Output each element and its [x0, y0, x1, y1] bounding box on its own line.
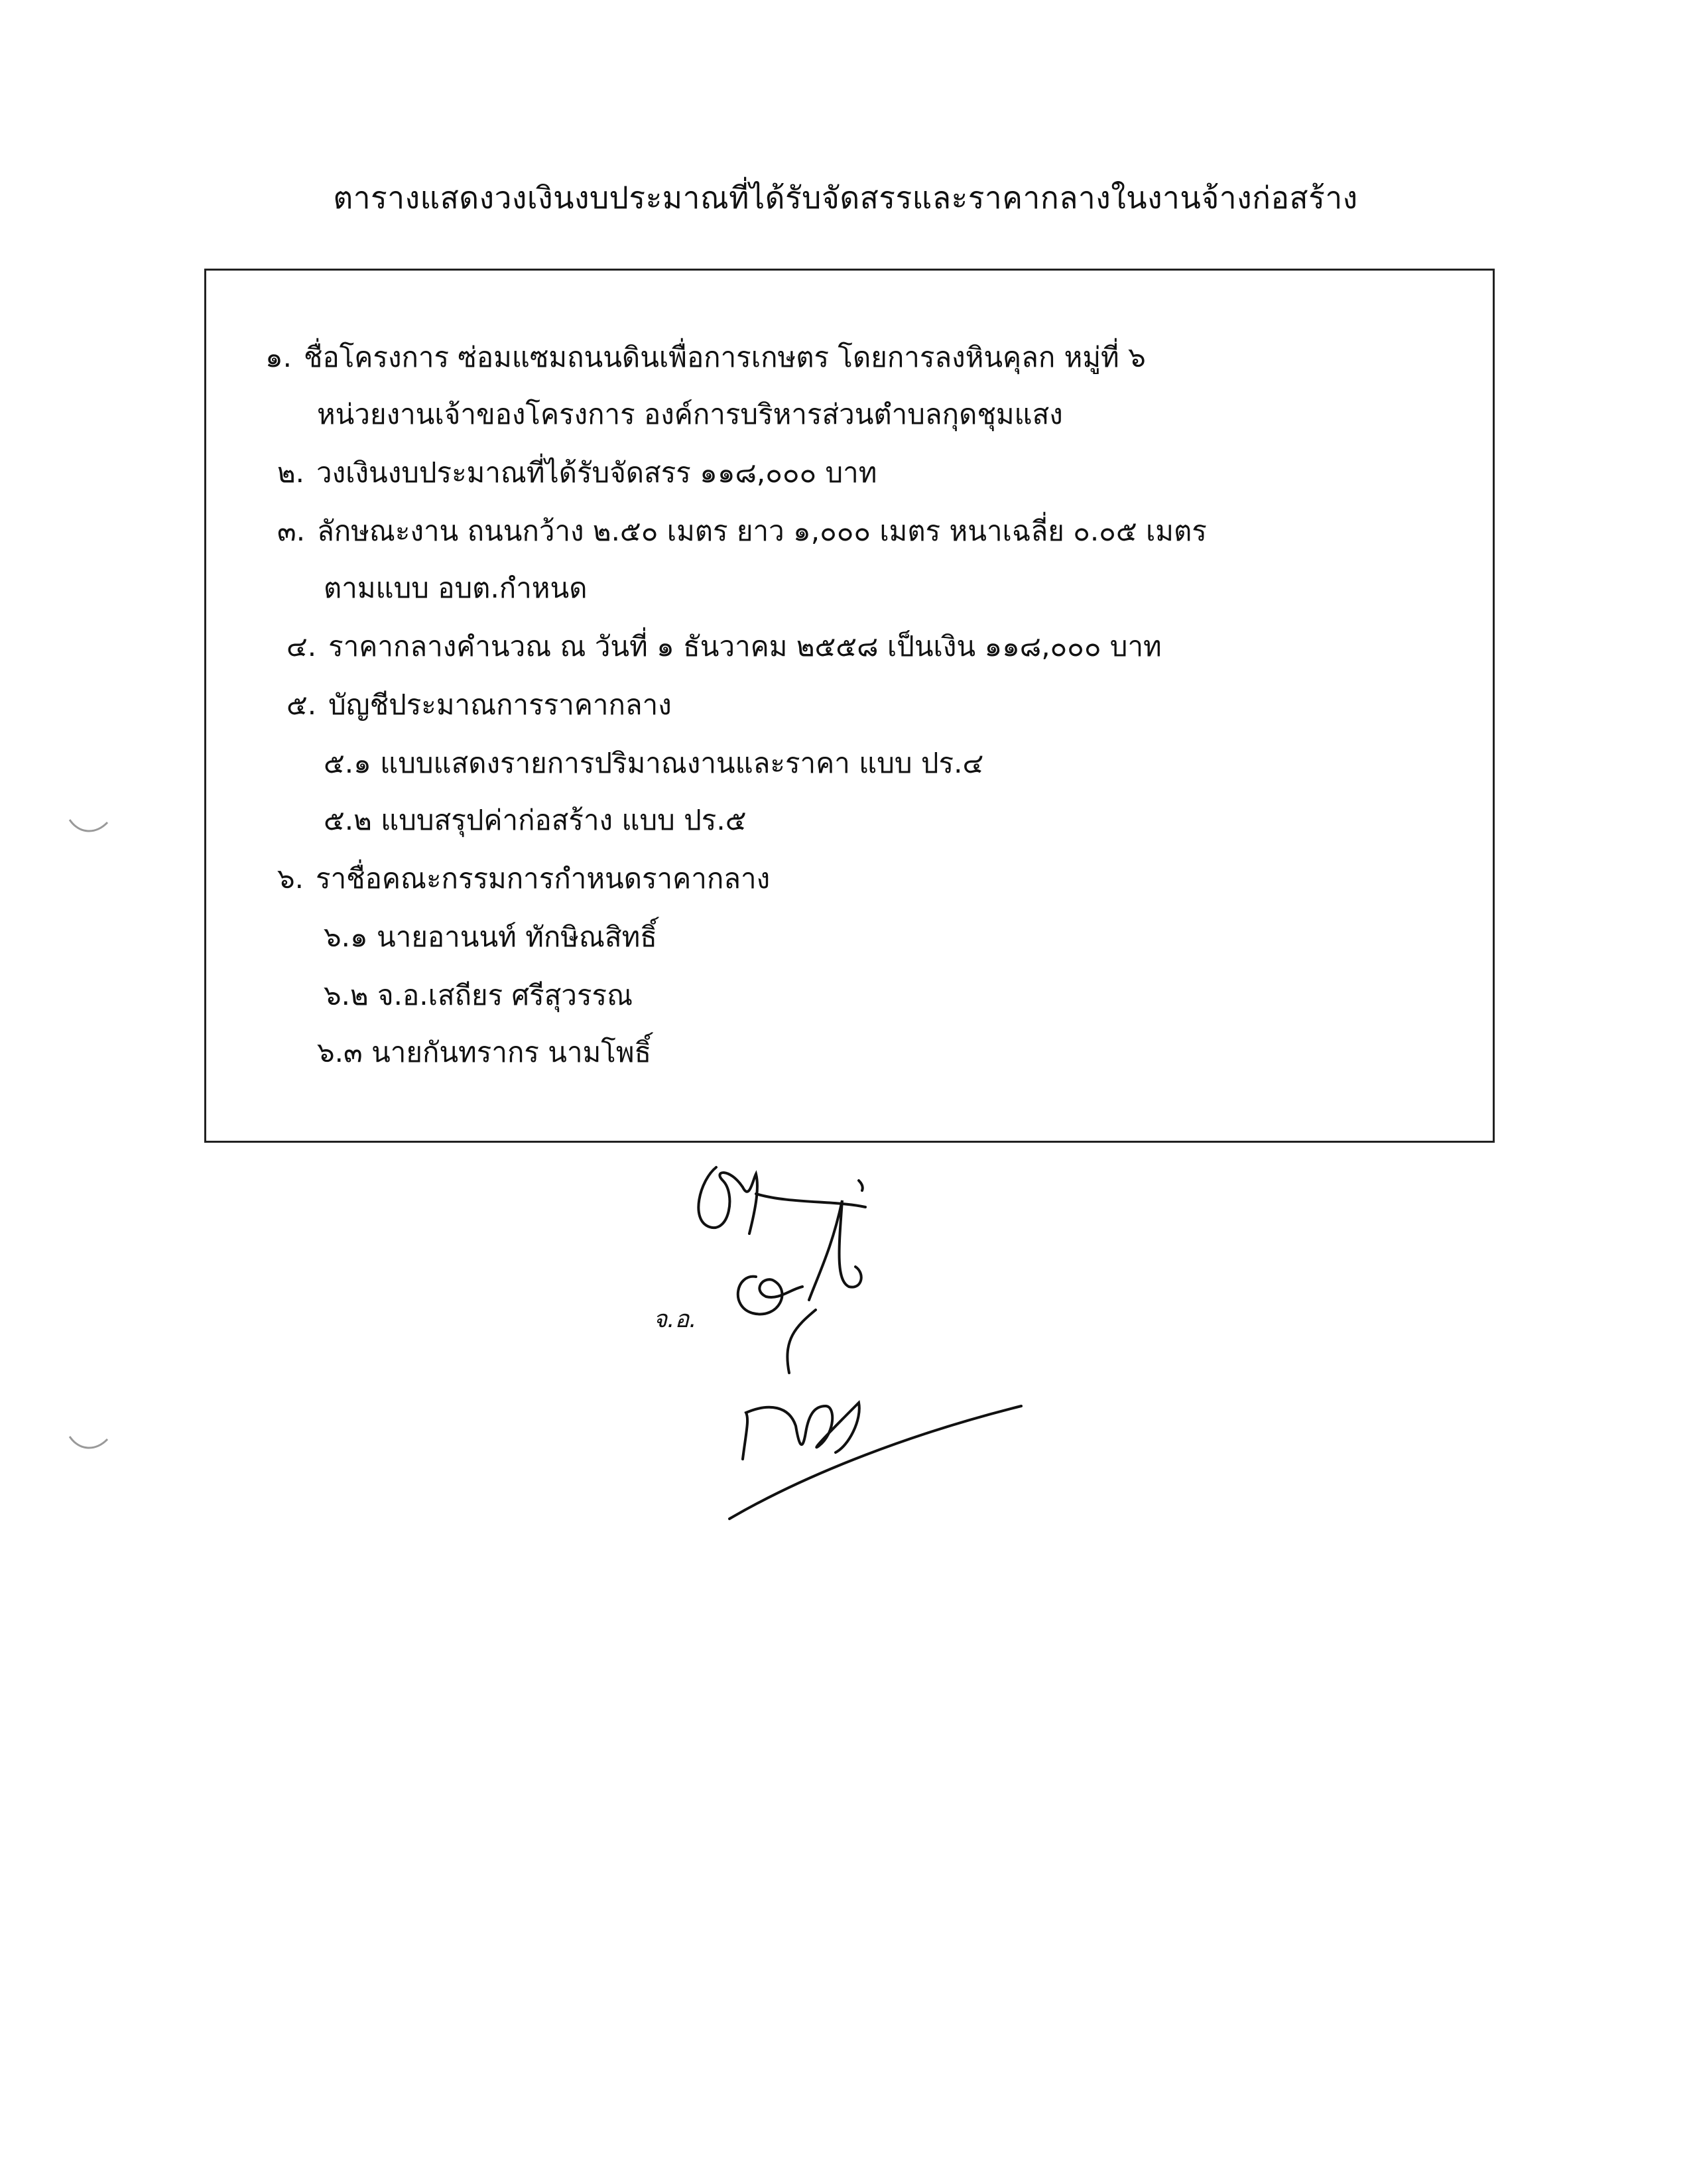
- item-6-1-text: ๖.๑ นายอานนท์ ทักษิณสิทธิ์: [324, 921, 657, 953]
- item-3-spec: [324, 574, 587, 602]
- item-5-1: [324, 749, 983, 777]
- signatures: [637, 1141, 1088, 1559]
- item-5-number: ๕.: [286, 688, 317, 721]
- signature-2: [738, 1200, 861, 1373]
- document-title: ตารางแสดงวงเงินงบประมาณที่ได้รับจัดสรรและราคากลางในงานจ้างก่อสร้าง: [333, 180, 1358, 216]
- item-5-2: [324, 806, 747, 834]
- scan-mark-1: [66, 814, 113, 841]
- item-6-3-text: ๖.๓ นายกันทรากร นามโพธิ์: [317, 1036, 652, 1068]
- item-5-2-text: ๕.๒ แบบสรุปค่าก่อสร้าง แบบ ปร.๕: [324, 804, 747, 836]
- item-1-agency-text: หน่วยงานเจ้าของโครงการ องค์การบริหารส่วนตำบลกุดชุมแสง: [317, 398, 1063, 430]
- item-3: [277, 517, 1207, 545]
- item-6: [277, 862, 771, 895]
- item-1-text: ชื่อโครงการ ซ่อมแซมถนนดินเพื่อการเกษตร โดยการลงหินคุลก หมู่ที่ ๖: [304, 341, 1146, 373]
- item-6-3: [317, 1036, 652, 1068]
- item-6-2: [324, 979, 633, 1011]
- item-3-spec-text: ตามแบบ อบต.กำหนด: [324, 572, 588, 604]
- item-2: [277, 456, 877, 489]
- item-6-1: [324, 923, 657, 951]
- item-5-text: บัญชีประมาณการราคากลาง: [328, 688, 672, 721]
- item-6-number: ๖.: [277, 862, 304, 895]
- item-3-text: ลักษณะงาน ถนนกว้าง ๒.๕๐ เมตร ยาว ๑,๐๐๐ เมตร หนาเฉลี่ย ๐.๐๕ เมตร: [317, 515, 1207, 547]
- signature-prefix: จ.อ.: [653, 1306, 697, 1333]
- item-4-number: ๔.: [286, 630, 317, 663]
- item-5-1-text: ๕.๑ แบบแสดงรายการปริมาณงานและราคา แบบ ปร.๔: [324, 747, 984, 779]
- item-4-text: ราคากลางคำนวณ ณ วันที่ ๑ ธันวาคม ๒๕๕๘ เป็นเงิน ๑๑๘,๐๐๐ บาท: [328, 630, 1162, 663]
- item-1-number: ๑.: [265, 341, 292, 373]
- item-2-number: ๒.: [277, 456, 305, 489]
- item-2-text: วงเงินงบประมาณที่ได้รับจัดสรร ๑๑๘,๐๐๐ บาท: [316, 456, 877, 489]
- item-3-number: ๓.: [277, 515, 306, 547]
- item-5: [286, 688, 672, 721]
- scan-mark-2: [66, 1431, 113, 1458]
- item-1: [265, 341, 1146, 373]
- item-1-agency: [317, 398, 1063, 430]
- signature-3: [729, 1403, 1021, 1519]
- item-6-text: ราชื่อคณะกรรมการกำหนดราคากลาง: [316, 862, 771, 895]
- item-4: [286, 630, 1162, 663]
- item-6-2-text: ๖.๒ จ.อ.เสถียร ศรีสุวรรณ: [324, 979, 633, 1011]
